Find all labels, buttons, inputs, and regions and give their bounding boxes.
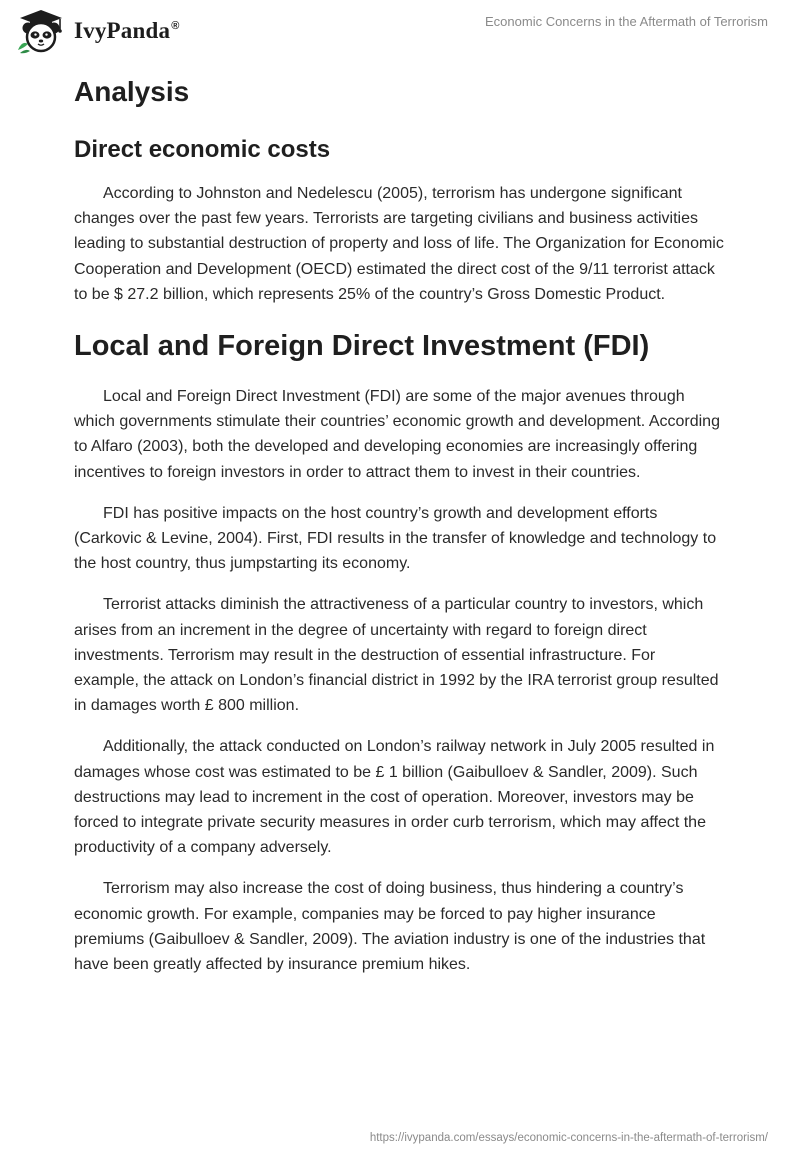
page-header xyxy=(0,0,800,62)
paragraph-fdi-3: Terrorist attacks diminish the attractiveness of a particular country to investors, which arises from an increment in the degree of uncertainty with regard to foreign direct investments. Terrorism may result in the destruction of essential infrastructure. For example, the attack on London’s financial district in 1992 by the IRA terrorist group resulted in damages worth £ 800 million. xyxy=(74,596,719,715)
paragraph-fdi-4: Additionally, the attack conducted on London’s railway network in July 2005 resulted in damages whose cost was estimated to be £ 1 billion (Gaibulloev & Sandler, 2009). Such destructions may lead to increment in the cost of operation. Moreover, investors may be forced to integrate private security measures in order curb terrorism, which may affect the productivity of a company adversely. xyxy=(74,738,715,857)
source-url[interactable]: https://ivypanda.com/essays/economic-concerns-in-the-aftermath-of-terrorism/ xyxy=(369,1132,768,1144)
ivypanda-logo[interactable] xyxy=(14,8,180,54)
paragraph-direct-costs: According to Johnston and Nedelescu (2005), terrorism has undergone significant changes over the past few years. Terrorists are targeting civilians and business activities leading to substantial destruction of property and loss of life. The Organization for Economic Cooperation and Development (OECD) estimated the direct cost of the 9/11 terrorist attack to be $ 27.2 billion, which represents 25% of the country’s Gross Domestic Product. xyxy=(74,185,724,303)
heading-fdi: Local and Foreign Direct Investment (FDI) xyxy=(74,330,650,363)
logo-wordmark: IvyPanda® xyxy=(74,18,180,43)
heading-direct-economic-costs: Direct economic costs xyxy=(74,136,331,163)
panda-graduate-icon xyxy=(14,8,68,54)
paragraph-fdi-1: Local and Foreign Direct Investment (FDI) are some of the major avenues through which governments stimulate their countries’ economic growth and development. According to Alfaro (2003), both the developed and developing economies are increasingly offering incentives to foreign investors in order to attract them to invest in their countries. xyxy=(74,388,720,481)
document-title: Economic Concerns in the Aftermath of Terrorism xyxy=(485,14,768,29)
heading-analysis: Analysis xyxy=(74,76,190,107)
essay-content xyxy=(74,70,724,977)
paragraph-fdi-5: Terrorism may also increase the cost of doing business, thus hindering a country’s economic growth. For example, companies may be forced to pay higher insurance premiums (Gaibulloev & Sandler, 2009). The aviation industry is one of the industries that have been greatly affected by insurance premium hikes. xyxy=(74,880,706,974)
paragraph-fdi-2: FDI has positive impacts on the host country’s growth and development efforts (Carkovic & Levine, 2004). First, FDI results in the transfer of knowledge and technology to the host country, thus jumpstarting its economy. xyxy=(74,504,717,573)
